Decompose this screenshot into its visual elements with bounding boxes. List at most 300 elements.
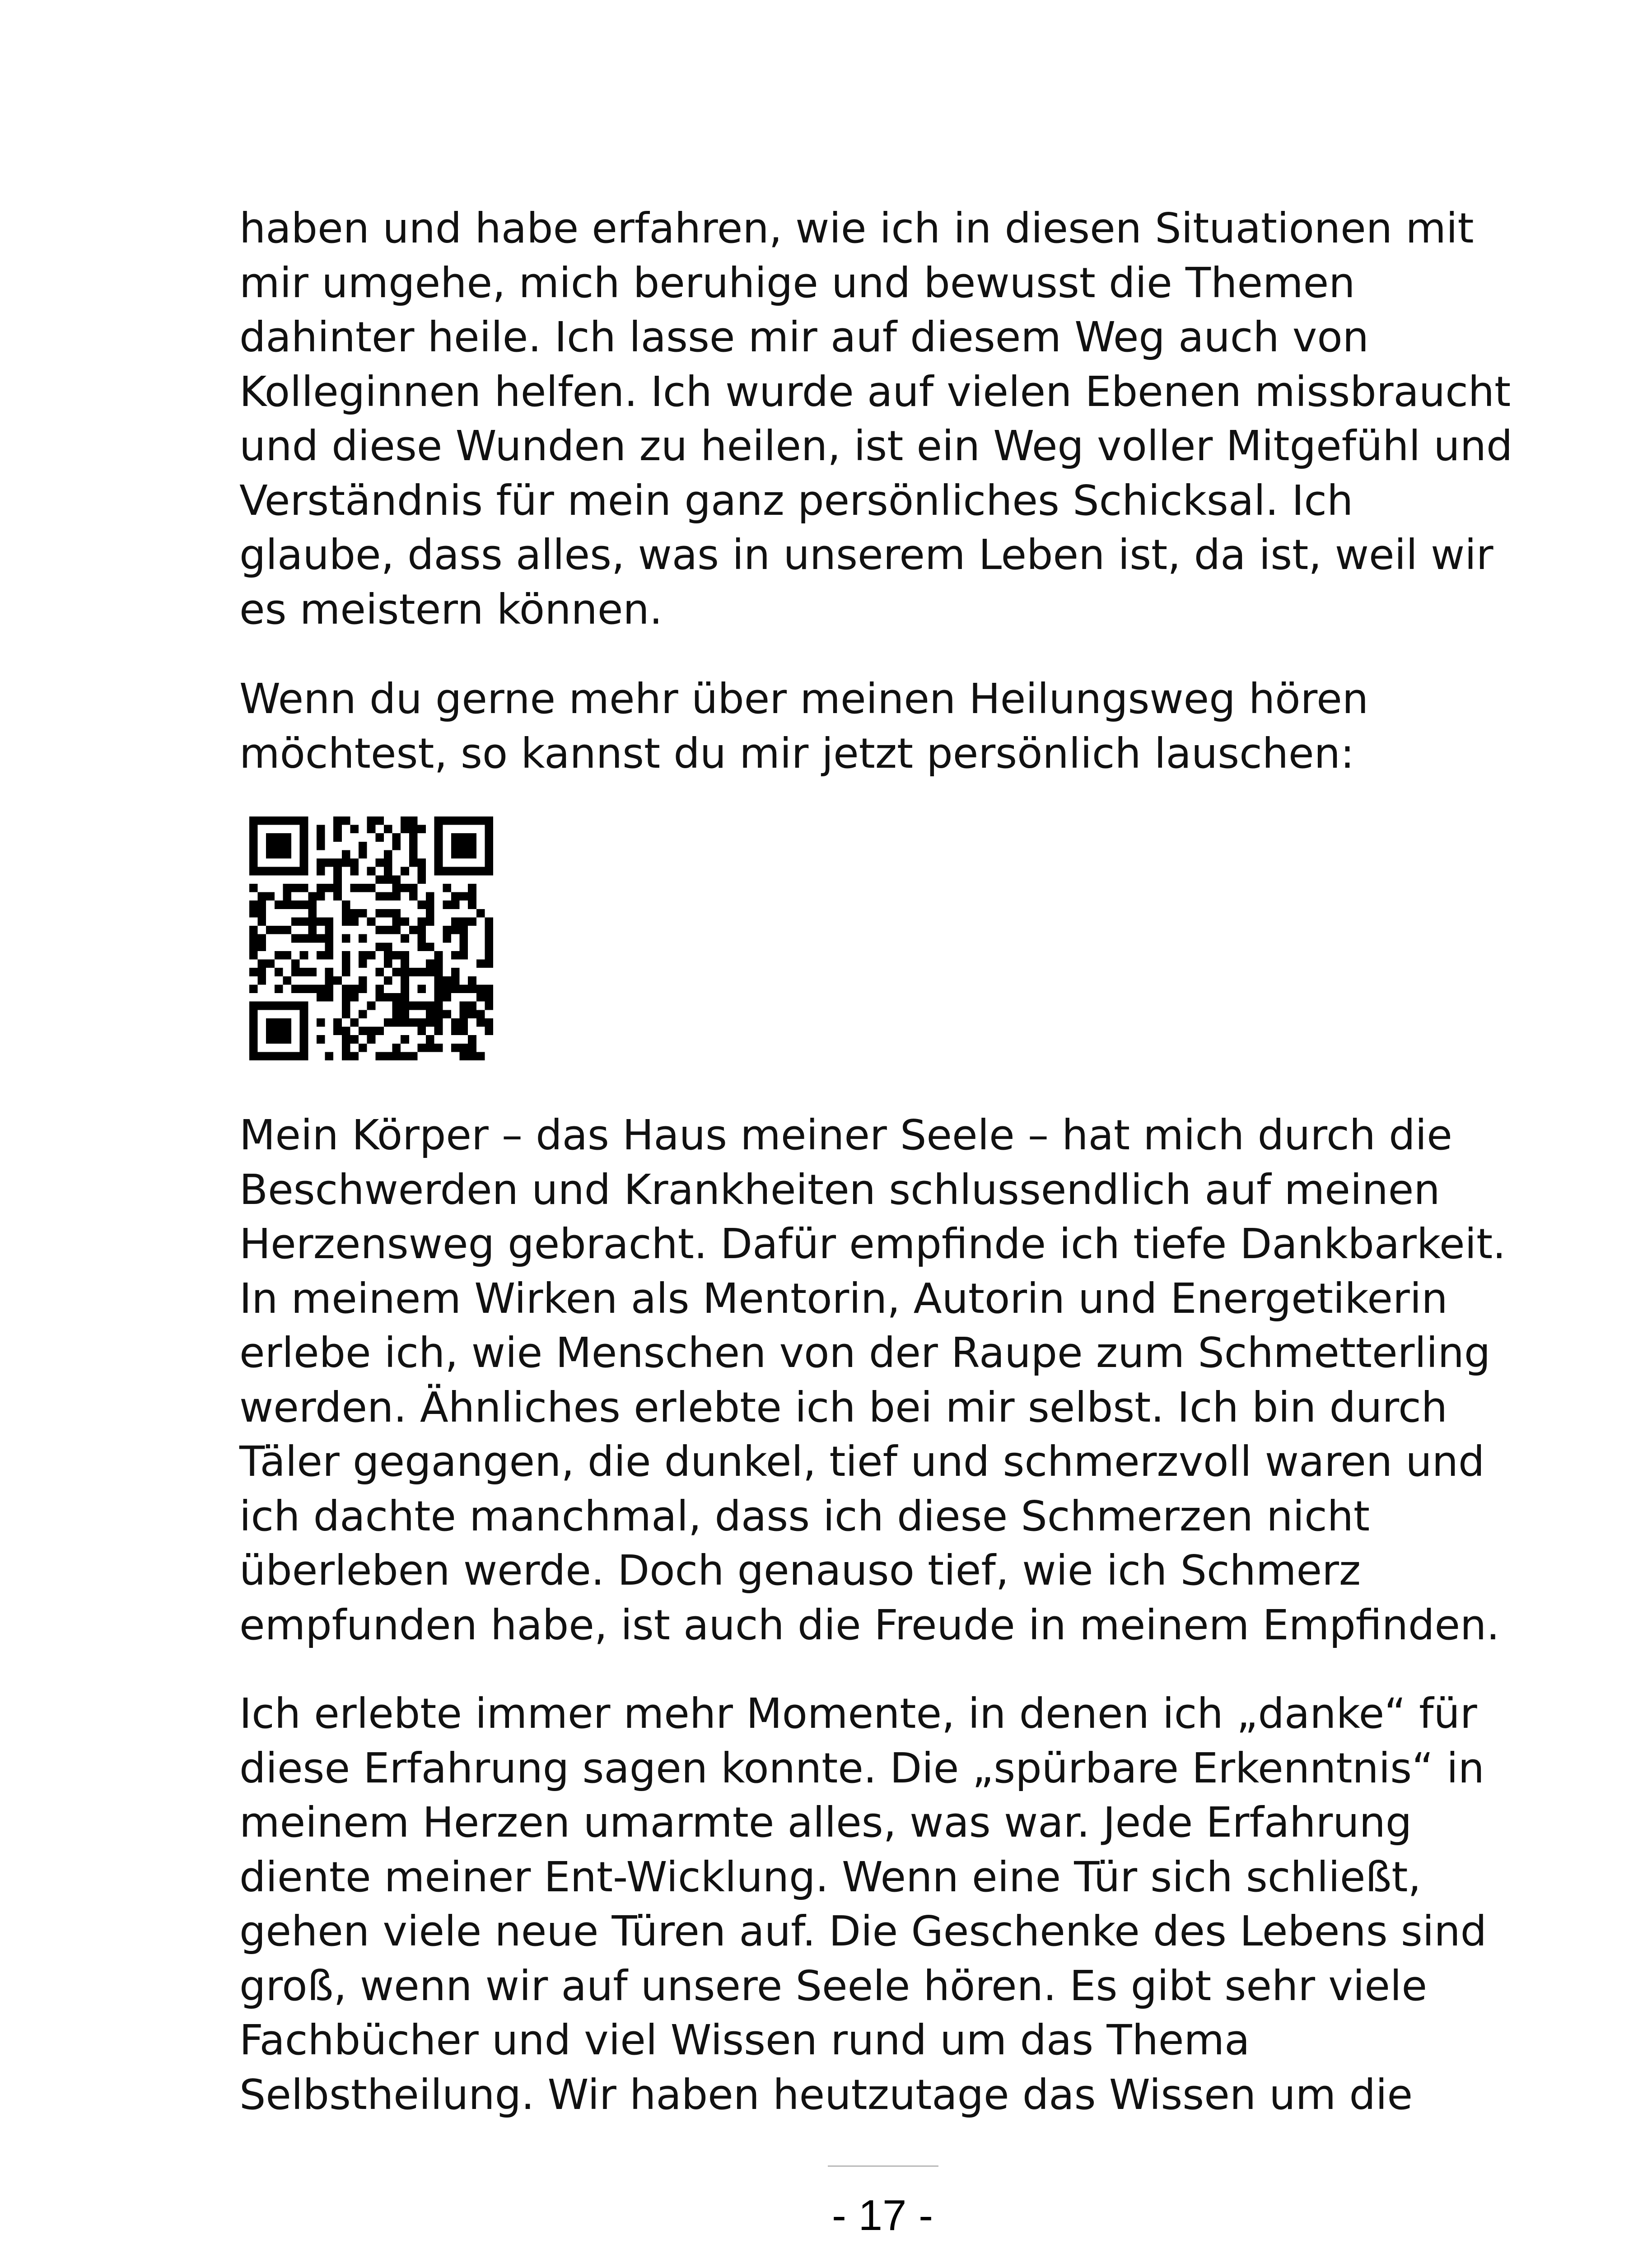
qr-module <box>275 968 283 976</box>
qr-module <box>258 892 266 901</box>
qr-module <box>434 1002 443 1010</box>
qr-module <box>266 1018 275 1027</box>
qr-module <box>325 858 334 867</box>
qr-module <box>460 1052 468 1060</box>
qr-module <box>275 1027 283 1036</box>
qr-module <box>342 951 350 960</box>
qr-module <box>401 1035 409 1044</box>
qr-module <box>375 1052 384 1060</box>
qr-module <box>325 926 334 934</box>
qr-module <box>350 984 359 993</box>
text-line: ich dachte manchmal, dass ich diese Schmerzen nicht <box>239 1492 1370 1540</box>
qr-module <box>275 1035 283 1044</box>
qr-module <box>317 993 325 1002</box>
qr-module <box>283 1018 291 1027</box>
qr-module <box>460 917 468 926</box>
qr-module <box>342 1052 350 1060</box>
qr-module <box>468 892 476 901</box>
qr-module <box>308 984 317 993</box>
qr-module <box>291 884 300 892</box>
qr-module <box>317 858 325 867</box>
qr-module <box>300 1044 308 1052</box>
qr-module <box>317 825 325 834</box>
qr-module <box>485 942 493 951</box>
qr-module <box>476 1018 485 1027</box>
qr-module <box>359 960 367 968</box>
qr-module <box>258 934 266 943</box>
qr-module <box>434 968 443 976</box>
qr-module <box>308 968 317 976</box>
qr-module <box>392 842 401 850</box>
qr-module <box>485 833 493 842</box>
qr-module <box>367 1027 376 1036</box>
qr-module <box>367 825 376 834</box>
qr-module <box>342 968 350 976</box>
qr-module <box>426 892 434 901</box>
qr-module <box>249 951 258 960</box>
qr-module <box>392 833 401 842</box>
qr-module <box>409 816 418 825</box>
qr-module <box>317 951 325 960</box>
text-line: Fachbücher und viel Wissen rund um das Thema <box>239 2016 1250 2064</box>
qr-module <box>409 1052 418 1060</box>
qr-module <box>384 850 392 858</box>
qr-module <box>417 1027 426 1036</box>
text-line: Täler gegangen, die dunkel, tief und schmerzvoll waren und <box>239 1437 1485 1486</box>
qr-module <box>308 934 317 943</box>
qr-module <box>317 934 325 943</box>
qr-module <box>291 1002 300 1010</box>
qr-module <box>350 1052 359 1060</box>
qr-module <box>325 934 334 943</box>
qr-module <box>325 976 334 985</box>
qr-module <box>308 926 317 934</box>
qr-module <box>275 842 283 850</box>
qr-module <box>485 825 493 834</box>
qr-module <box>401 934 409 943</box>
qr-module <box>325 1052 334 1060</box>
qr-module <box>249 909 258 918</box>
qr-module <box>485 842 493 850</box>
qr-module <box>434 976 443 985</box>
qr-module <box>460 984 468 993</box>
qr-module <box>443 867 451 876</box>
qr-module <box>468 1035 476 1044</box>
qr-module <box>266 867 275 876</box>
qr-module <box>434 850 443 858</box>
qr-module <box>342 1027 350 1036</box>
qr-module <box>333 875 342 884</box>
qr-module <box>342 900 350 909</box>
qr-module <box>367 816 376 825</box>
qr-module <box>258 917 266 926</box>
qr-module <box>476 1052 485 1060</box>
qr-module <box>266 1035 275 1044</box>
qr-module <box>468 1052 476 1060</box>
qr-module <box>426 1044 434 1052</box>
qr-module <box>426 909 434 918</box>
qr-module <box>283 1035 291 1044</box>
text-line: glaube, dass alles, was in unserem Leben ist, da ist, weil wir <box>239 531 1493 579</box>
qr-module <box>384 960 392 968</box>
qr-module <box>325 884 334 892</box>
qr-module <box>392 968 401 976</box>
qr-module <box>392 951 401 960</box>
qr-module <box>468 917 476 926</box>
text-line: mir umgehe, mich beruhige und bewusst die Themen <box>239 258 1355 307</box>
qr-module <box>325 993 334 1002</box>
qr-module <box>300 968 308 976</box>
qr-module <box>401 976 409 985</box>
qr-module <box>359 1027 367 1036</box>
qr-module <box>434 816 443 825</box>
qr-module <box>308 917 317 926</box>
qr-module <box>317 833 325 842</box>
qr-module <box>417 825 426 834</box>
qr-module <box>350 884 359 892</box>
qr-module <box>426 960 434 968</box>
qr-module <box>451 850 460 858</box>
qr-module <box>384 993 392 1002</box>
qr-module <box>249 842 258 850</box>
qr-module <box>384 1052 392 1060</box>
qr-module <box>333 1018 342 1027</box>
qr-module <box>308 892 317 901</box>
qr-module <box>392 1010 401 1018</box>
qr-module <box>417 968 426 976</box>
qr-module <box>283 892 291 901</box>
qr-module <box>249 1010 258 1018</box>
qr-module <box>460 816 468 825</box>
qr-module <box>409 926 418 934</box>
qr-module <box>476 867 485 876</box>
qr-module <box>275 833 283 842</box>
qr-module <box>401 825 409 834</box>
qr-module <box>249 1027 258 1036</box>
qr-module <box>392 875 401 884</box>
qr-module <box>417 926 426 934</box>
qr-module <box>342 909 350 918</box>
qr-module <box>350 993 359 1002</box>
qr-module <box>266 892 275 901</box>
qr-module <box>434 960 443 968</box>
qr-module <box>359 884 367 892</box>
qr-module <box>258 816 266 825</box>
qr-module <box>401 951 409 960</box>
qr-module <box>443 816 451 825</box>
qr-module <box>409 1018 418 1027</box>
qr-module <box>333 833 342 842</box>
qr-module <box>300 917 308 926</box>
qr-module <box>275 816 283 825</box>
qr-module <box>417 942 426 951</box>
qr-module <box>249 850 258 858</box>
qr-module <box>451 833 460 842</box>
qr-module <box>266 926 275 934</box>
qr-module <box>333 976 342 985</box>
qr-module <box>266 850 275 858</box>
qr-module <box>468 833 476 842</box>
qr-module <box>451 816 460 825</box>
text-line: dahinter heile. Ich lasse mir auf diesem Weg auch von <box>239 313 1369 361</box>
qr-module <box>417 1002 426 1010</box>
qr-module <box>409 1002 418 1010</box>
qr-module <box>342 984 350 993</box>
qr-module <box>258 976 266 985</box>
qr-module <box>443 934 451 943</box>
qr-module <box>258 909 266 918</box>
qr-module <box>468 984 476 993</box>
qr-module <box>468 900 476 909</box>
qr-module <box>409 968 418 976</box>
qr-module <box>417 867 426 876</box>
qr-module <box>300 1035 308 1044</box>
qr-module <box>300 867 308 876</box>
qr-module <box>384 976 392 985</box>
qr-module <box>434 825 443 834</box>
qr-module <box>283 833 291 842</box>
qr-module <box>367 1035 376 1044</box>
qr-module <box>275 1018 283 1027</box>
qr-module <box>434 1044 443 1052</box>
qr-module <box>417 900 426 909</box>
qr-module <box>333 1027 342 1036</box>
text-line: diese Erfahrung sagen konnte. Die „spürbare Erkenntnis“ in <box>239 1744 1484 1792</box>
qr-module <box>401 960 409 968</box>
qr-module <box>426 1010 434 1018</box>
qr-module <box>375 984 384 993</box>
qr-module <box>317 1035 325 1044</box>
qr-code-icon[interactable] <box>249 816 493 1060</box>
qr-module <box>350 867 359 876</box>
qr-module <box>375 1027 384 1036</box>
qr-module <box>460 842 468 850</box>
qr-module <box>275 1002 283 1010</box>
qr-module <box>266 842 275 850</box>
qr-module <box>266 1027 275 1036</box>
qr-module <box>434 993 443 1002</box>
qr-module <box>283 976 291 985</box>
qr-module <box>409 825 418 834</box>
qr-module <box>333 892 342 901</box>
qr-module <box>451 867 460 876</box>
qr-module <box>283 900 291 909</box>
qr-module <box>317 884 325 892</box>
qr-module <box>468 884 476 892</box>
qr-module <box>291 1052 300 1060</box>
qr-module <box>426 968 434 976</box>
qr-module <box>300 934 308 943</box>
qr-module <box>384 825 392 834</box>
qr-module <box>468 976 476 985</box>
qr-module <box>451 984 460 993</box>
qr-module <box>359 976 367 985</box>
qr-module <box>300 816 308 825</box>
qr-module <box>384 951 392 960</box>
qr-module <box>434 867 443 876</box>
qr-module <box>401 1052 409 1060</box>
qr-module <box>417 1018 426 1027</box>
qr-module <box>375 909 384 918</box>
qr-module <box>317 1018 325 1027</box>
qr-module <box>367 867 376 876</box>
qr-module <box>359 850 367 858</box>
qr-module <box>485 960 493 968</box>
text-line: meinem Herzen umarmte alles, was war. Jede Erfahrung <box>239 1798 1412 1847</box>
qr-module <box>342 816 350 825</box>
qr-module <box>443 884 451 892</box>
qr-module <box>476 909 485 918</box>
qr-module <box>249 858 258 867</box>
qr-module <box>401 1002 409 1010</box>
qr-module <box>283 842 291 850</box>
qr-module <box>300 1018 308 1027</box>
qr-module <box>350 825 359 834</box>
qr-module <box>443 900 451 909</box>
qr-module <box>359 1010 367 1018</box>
qr-module <box>451 1044 460 1052</box>
text-line: Herzensweg gebracht. Dafür empfinde ich tiefe Dankbarkeit. <box>239 1220 1506 1268</box>
qr-module <box>426 917 434 926</box>
qr-module <box>359 909 367 918</box>
paragraph-2 <box>239 672 1549 781</box>
qr-module <box>283 816 291 825</box>
qr-module <box>417 934 426 943</box>
qr-module <box>317 842 325 850</box>
qr-module <box>392 892 401 901</box>
qr-module <box>275 951 283 960</box>
qr-module <box>350 1018 359 1027</box>
qr-module <box>417 858 426 867</box>
qr-module <box>375 816 384 825</box>
qr-module <box>451 842 460 850</box>
qr-module <box>266 960 275 968</box>
qr-module <box>342 917 350 926</box>
qr-module <box>485 934 493 943</box>
qr-module <box>384 926 392 934</box>
text-line: diente meiner Ent-Wicklung. Wenn eine Tür sich schließt, <box>239 1852 1421 1901</box>
qr-module <box>451 926 460 934</box>
qr-module <box>258 942 266 951</box>
qr-module <box>275 926 283 934</box>
qr-module <box>460 1018 468 1027</box>
qr-module <box>300 984 308 993</box>
qr-module <box>300 833 308 842</box>
qr-module <box>392 884 401 892</box>
qr-module <box>325 951 334 960</box>
qr-module <box>485 917 493 926</box>
qr-module <box>342 1035 350 1044</box>
qr-module <box>275 984 283 993</box>
qr-module <box>275 867 283 876</box>
qr-module <box>275 1052 283 1060</box>
qr-module <box>291 984 300 993</box>
qr-module <box>283 1027 291 1036</box>
qr-module <box>434 951 443 960</box>
qr-module <box>476 816 485 825</box>
qr-module <box>485 1018 493 1027</box>
qr-module <box>300 1002 308 1010</box>
qr-module <box>342 850 350 858</box>
qr-module <box>283 1052 291 1060</box>
qr-module <box>409 850 418 858</box>
qr-module <box>342 1044 350 1052</box>
qr-module <box>392 1044 401 1052</box>
qr-module <box>460 1002 468 1010</box>
qr-module <box>460 951 468 960</box>
qr-module <box>485 993 493 1002</box>
qr-module <box>485 1027 493 1036</box>
qr-module <box>451 892 460 901</box>
paragraph-3 <box>239 1108 1549 1652</box>
qr-module <box>249 984 258 993</box>
qr-module <box>485 984 493 993</box>
text-line: überleben werde. Doch genauso tief, wie ich Schmerz <box>239 1546 1361 1595</box>
qr-module <box>384 1018 392 1027</box>
qr-module <box>375 993 384 1002</box>
qr-module <box>300 900 308 909</box>
qr-module <box>468 842 476 850</box>
qr-module <box>426 1002 434 1010</box>
qr-module <box>451 900 460 909</box>
qr-module <box>409 858 418 867</box>
qr-module <box>451 968 460 976</box>
qr-module <box>443 984 451 993</box>
footer-divider <box>828 2165 938 2167</box>
qr-module <box>258 960 266 968</box>
qr-module <box>300 951 308 960</box>
qr-module <box>485 850 493 858</box>
qr-module <box>401 968 409 976</box>
qr-module <box>401 1010 409 1018</box>
qr-module <box>375 942 384 951</box>
text-line: Verständnis für mein ganz persönliches Schicksal. Ich <box>239 476 1353 525</box>
qr-module <box>249 942 258 951</box>
qr-module <box>392 993 401 1002</box>
qr-module <box>249 926 258 934</box>
qr-module <box>342 858 350 867</box>
text-line: empfunden habe, ist auch die Freude in meinem Empfinden. <box>239 1600 1500 1649</box>
qr-module <box>417 984 426 993</box>
qr-module <box>384 892 392 901</box>
text-line: und diese Wunden zu heilen, ist ein Weg voller Mitgefühl und <box>239 422 1513 470</box>
qr-module <box>308 900 317 909</box>
qr-module <box>300 884 308 892</box>
qr-module <box>460 892 468 901</box>
qr-module <box>283 884 291 892</box>
qr-module <box>249 825 258 834</box>
qr-module <box>468 1002 476 1010</box>
qr-module <box>359 842 367 850</box>
qr-module <box>443 926 451 934</box>
qr-module <box>300 1010 308 1018</box>
qr-module <box>434 833 443 842</box>
qr-module <box>426 900 434 909</box>
text-line: Ich erlebte immer mehr Momente, in denen ich „danke“ für <box>239 1689 1477 1738</box>
qr-module <box>392 1052 401 1060</box>
qr-module <box>249 867 258 876</box>
qr-module <box>392 926 401 934</box>
qr-module <box>291 816 300 825</box>
qr-module <box>451 976 460 985</box>
qr-module <box>266 833 275 842</box>
qr-module <box>283 951 291 960</box>
text-line: Beschwerden und Krankheiten schlussendlich auf meinen <box>239 1165 1440 1214</box>
qr-module <box>434 1018 443 1027</box>
text-line: haben und habe erfahren, wie ich in diesen Situationen mit <box>239 204 1474 252</box>
qr-module <box>384 858 392 867</box>
qr-module <box>468 1010 476 1018</box>
